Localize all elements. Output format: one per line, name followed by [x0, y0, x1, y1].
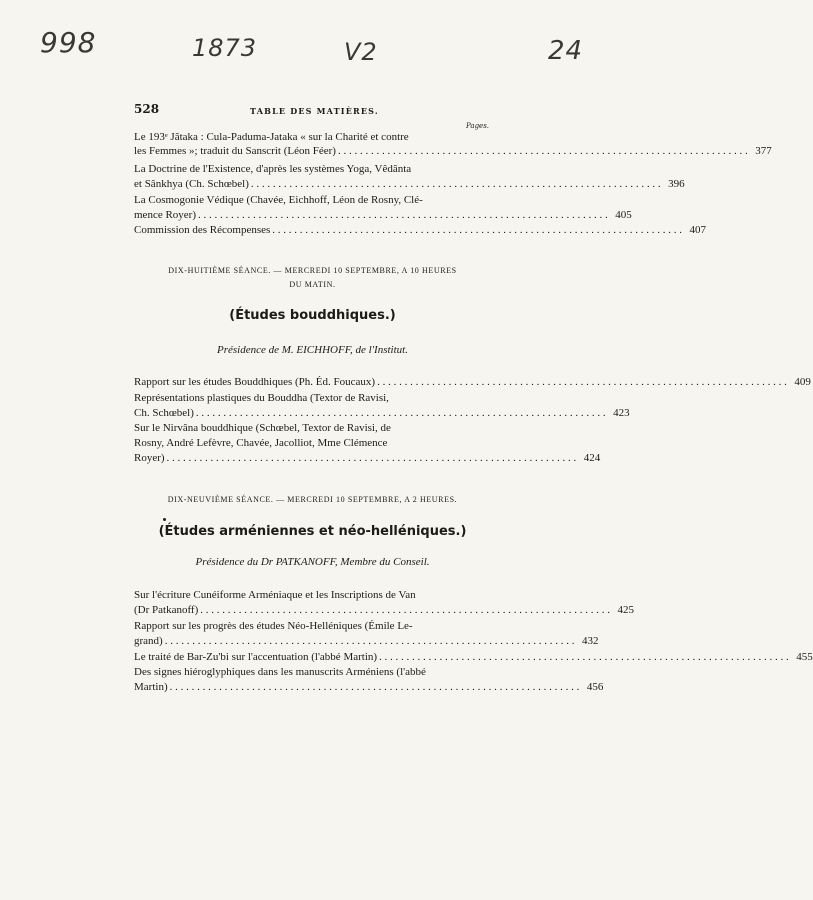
section-heading: (Études bouddhiques.)	[229, 308, 396, 323]
toc-entry: Martin) . . . 456	[134, 682, 491, 693]
running-title: TABLE DES MATIÈRES.	[250, 106, 379, 116]
handwritten-number-left: 998	[40, 26, 97, 59]
toc-entry: Ch. Schœbel) . . . 423	[134, 408, 491, 419]
handwritten-year: 1873	[192, 34, 258, 62]
toc-entry: Royer) . . . 424	[134, 453, 491, 464]
presidence-line: Présidence du Dr PATKANOFF, Membre du Conseil.	[195, 556, 430, 568]
toc-entry-line: Sur l'écriture Cunéiforme Arméniaque et les Inscriptions de Van	[134, 589, 416, 601]
toc-entry: les Femmes »; traduit du Sanscrit (Léon Féer) . . . 377	[134, 146, 491, 157]
toc-entry: Rapport sur les études Bouddhiques (Ph. Éd. Foucaux) . . . 409	[134, 377, 491, 388]
toc-entry: et Sânkhya (Ch. Schœbel) . . . 396	[134, 179, 491, 190]
toc-entry-line: Représentations plastiques du Bouddha (Textor de Ravisi,	[134, 392, 389, 404]
presidence-line: Présidence de M. EICHHOFF, de l'Institut.	[217, 344, 408, 356]
handwritten-volume: V2	[344, 38, 378, 66]
toc-entry: (Dr Patkanoff) . . . 425	[134, 605, 491, 616]
session-title-cont: DU MATIN.	[289, 280, 336, 289]
page-number: 528	[134, 102, 160, 116]
toc-entry: Commission des Récompenses . . . 407	[134, 225, 491, 236]
toc-entry: mence Royer) . . . 405	[134, 210, 491, 221]
toc-entry-line: La Doctrine de l'Existence, d'après les systèmes Yoga, Vêdânta	[134, 163, 412, 175]
session-title: DIX-NEUVIÈME SÉANCE. — MERCREDI 10 SEPTEMBRE, A 2 HEURES.	[167, 495, 458, 504]
section-heading: (Études arméniennes et néo-helléniques.)	[158, 524, 467, 539]
ink-speck	[163, 518, 166, 521]
toc-entry-line: Des signes hiéroglyphiques dans les manuscrits Arméniens (l'abbé	[134, 666, 426, 678]
handwritten-number-right: 24	[548, 36, 584, 66]
pages-column-label: Pages.	[466, 122, 490, 130]
toc-entry-line: Le 193ᵉ Jâtaka : Cula-Paduma-Jataka « sur la Charité et contre	[134, 131, 409, 143]
toc-entry: grand) . . . 432	[134, 636, 491, 647]
toc-entry-line: Rosny, André Lefèvre, Chavée, Jacolliot, Mme Clémence	[134, 437, 388, 449]
toc-entry-line: La Cosmogonie Védique (Chavée, Eichhoff, Léon de Rosny, Clé-	[134, 194, 423, 206]
session-title: DIX-HUITIÈME SÉANCE. — MERCREDI 10 SEPTEMBRE, A 10 HEURES	[168, 266, 457, 275]
toc-entry-line: Sur le Nirvâna bouddhique (Schœbel, Textor de Ravisi, de	[134, 422, 391, 434]
toc-entry: Le traité de Bar-Zu'bi sur l'accentuation (l'abbé Martin) . . . 455	[134, 652, 491, 663]
toc-entry-line: Rapport sur les progrès des études Néo-Helléniques (Émile Le-	[134, 620, 413, 632]
